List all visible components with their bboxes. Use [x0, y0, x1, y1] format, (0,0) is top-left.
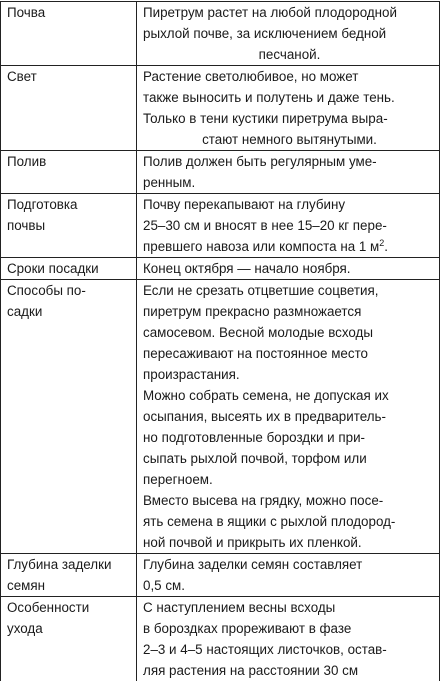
row-label: Особенности ухода: [1, 597, 137, 681]
table-row: [1, 280, 440, 554]
row-label: Способы по- садки: [1, 280, 137, 554]
row-label: Подготовка почвы: [1, 194, 137, 258]
row-content: Полив должен быть регулярным уме- ренным.: [137, 151, 440, 194]
table-row: [1, 66, 440, 151]
superscript: 2: [379, 238, 384, 248]
row-content: Глубина заделки семян составляет 0,5 см.: [137, 554, 440, 597]
row-content: Растение светолюбивое, но может также выносить и полутень и даже тень. Только в тени кустики пиретрума выра- стают немного вытянутыми.: [137, 66, 440, 151]
table-row: [1, 151, 440, 194]
plant-care-table: [0, 1, 440, 681]
row-label: Полив: [1, 151, 137, 194]
row-content: Если не срезать отцветшие соцветия, пиретрум прекрасно размножается самосевом. Весной молодые всходы пересаживают на постоянное место произрастания. Можно собрать семена, не допуская их осыпания, высеять их в предваритель- но подготовленные бороздки и при- сыпать рыхлой почвой, торфом или перегноем. Вместо высева на грядку, можно посе- ять семена в ящики с рыхлой плодород- ной почвой и прикрыть их пленкой.: [137, 280, 440, 554]
table-row: [1, 258, 440, 280]
row-content: С наступлением весны всходы в бороздках прореживают в фазе 2–3 и 4–5 настоящих листочков, остав- ляя растения на расстоянии 30 см: [137, 597, 440, 681]
row-content: Конец октября — начало ноября.: [137, 258, 440, 280]
row-content: Пиретрум растет на любой плодородной рыхлой почве, за исключением бедной песчаной.: [137, 2, 440, 66]
row-content: Почву перекапывают на глубину 25–30 см и вносят в нее 15–20 кг пере- превшего навоза или компоста на 1 $м^2$.: [137, 194, 440, 258]
row-label: Сроки посадки: [1, 258, 137, 280]
row-label: Свет: [1, 66, 137, 151]
table-row: [1, 554, 440, 597]
row-label: Почва: [1, 2, 137, 66]
row-label: Глубина заделки семян: [1, 554, 137, 597]
table-row: [1, 597, 440, 681]
table-row: [1, 194, 440, 258]
table-row: [1, 2, 440, 66]
